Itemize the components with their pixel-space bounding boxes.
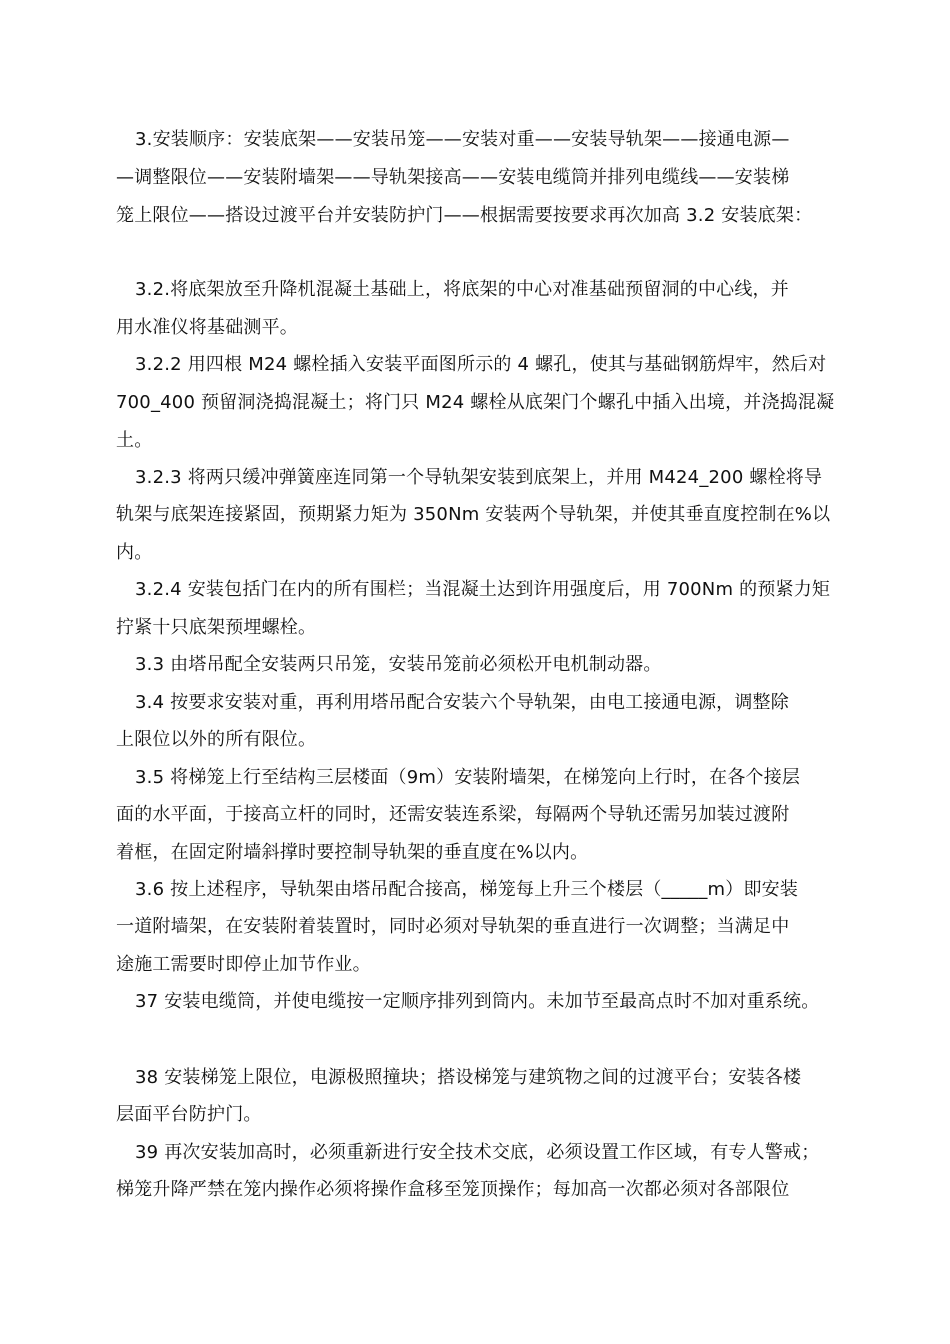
text-line: 3.2.将底架放至升降机混凝土基础上，将底架的中心对准基础预留洞的中心线，并 (135, 279, 789, 300)
text-line: —调整限位——安装附墙架——导轨架接高——安装电缆筒并排列电缆线——安装梯 (116, 167, 790, 188)
text-line: 土。 (116, 430, 153, 451)
text-line: 39 再次安装加高时，必须重新进行安全技术交底，必须设置工作区域，有专人警戒； (135, 1142, 820, 1163)
text-line: 38 安装梯笼上限位，电源极照撞块；搭设梯笼与建筑物之间的过渡平台；安装各楼 (135, 1067, 802, 1088)
text-line: 着框，在固定附墙斜撑时要控制导轨架的垂直度在%以内。 (116, 842, 589, 863)
text-line: 3.4 按要求安装对重，再利用塔吊配合安装六个导轨架，由电工接通电源，调整除 (135, 692, 789, 713)
text-line: 笼上限位——搭设过渡平台并安装防护门——根据需要按要求再次加高 3.2 安装底架： (116, 205, 813, 226)
text-line: 途施工需要时即停止加节作业。 (116, 954, 371, 975)
text-line: 用水准仪将基础测平。 (116, 317, 298, 338)
text-line: 上限位以外的所有限位。 (116, 729, 317, 750)
text-line: 3.安装顺序：安装底架——安装吊笼——安装对重——安装导轨架——接通电源— (135, 129, 790, 150)
text-line: 3.2.3 将两只缓冲弹簧座连同第一个导轨架安装到底架上，并用 M424_200 螺栓将导 (135, 467, 823, 488)
text-line: 内。 (116, 542, 153, 563)
text-line: 37 安装电缆筒，并使电缆按一定顺序排列到筒内。未加节至最高点时不加对重系统。 (135, 991, 820, 1012)
text-line: 3.6 按上述程序，导轨架由塔吊配合接高，梯笼每上升三个楼层（_____m）即安装 (135, 879, 799, 900)
text-line: 3.5 将梯笼上行至结构三层楼面（9m）安装附墙架，在梯笼向上行时，在各个接层 (135, 767, 801, 788)
text-line: 轨架与底架连接紧固，预期紧力矩为 350Nm 安装两个导轨架，并使其垂直度控制在%以 (116, 504, 831, 525)
text-line: 700_400 预留洞浇捣混凝土；将门只 M24 螺栓从底架门个螺孔中插入出境，并浇捣混凝 (116, 392, 835, 413)
text-line: 3.3 由塔吊配全安装两只吊笼，安装吊笼前必须松开电机制动器。 (135, 654, 662, 675)
text-line: 层面平台防护门。 (116, 1104, 262, 1125)
text-line: 3.2.4 安装包括门在内的所有围栏；当混凝土达到许用强度后，用 700Nm 的预紧力矩 (135, 579, 831, 600)
text-line: 面的水平面，于接高立杆的同时，还需安装连系梁，每隔两个导轨还需另加装过渡附 (116, 804, 790, 825)
text-line: 3.2.2 用四根 M24 螺栓插入安装平面图所示的 4 螺孔，使其与基础钢筋焊牢，然后对 (135, 354, 827, 375)
text-line: 梯笼升降严禁在笼内操作必须将操作盒移至笼顶操作；每加高一次都必须对各部限位 (116, 1179, 790, 1200)
text-line: 拧紧十只底架预埋螺栓。 (116, 617, 317, 638)
text-line: 一道附墙架，在安装附着装置时，同时必须对导轨架的垂直进行一次调整；当满足中 (116, 916, 790, 937)
